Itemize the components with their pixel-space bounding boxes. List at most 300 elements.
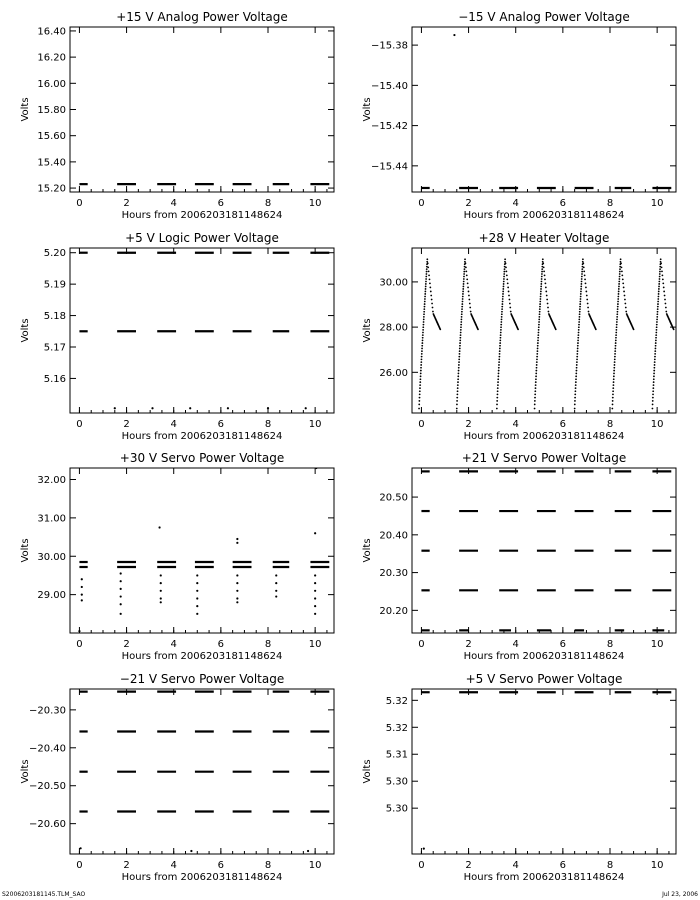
data-point — [456, 400, 458, 402]
x-axis-label: Hours from 2006203181148624 — [121, 651, 283, 662]
data-point — [502, 291, 504, 293]
data-point — [622, 278, 624, 280]
data-point — [654, 350, 656, 352]
data-point — [501, 308, 503, 310]
x-tick-label: 4 — [170, 860, 177, 871]
data-point — [462, 301, 464, 303]
data-point — [420, 370, 422, 372]
y-tick-label: 15.60 — [37, 131, 66, 143]
x-tick-label: 8 — [264, 639, 272, 650]
data-point — [498, 361, 500, 363]
data-point — [498, 367, 500, 369]
data-point — [459, 345, 461, 347]
data-point — [545, 287, 547, 289]
y-tick-label: 5.31 — [385, 749, 408, 761]
data-point — [540, 283, 542, 285]
data-point — [466, 278, 468, 280]
data-point — [275, 595, 277, 597]
data-point — [539, 313, 541, 315]
data-point — [465, 270, 467, 272]
data-point — [577, 334, 579, 336]
data-point — [509, 307, 511, 309]
data-point — [536, 361, 538, 363]
data-point — [535, 378, 537, 380]
y-tick-label: 20.50 — [379, 492, 408, 504]
data-point — [614, 353, 616, 355]
footer-date-label: Jul 23, 2006 — [662, 891, 698, 898]
data-point — [595, 328, 597, 330]
data-point — [580, 286, 582, 288]
data-point — [535, 384, 537, 386]
data-point — [505, 266, 507, 268]
data-point — [460, 326, 462, 328]
data-point — [578, 321, 580, 323]
data-point — [160, 574, 162, 576]
x-tick-label: 8 — [606, 198, 614, 209]
data-point — [659, 271, 661, 273]
data-point — [585, 291, 587, 293]
x-axis-label: Hours from 2006203181148624 — [463, 872, 625, 883]
data-point — [503, 283, 505, 285]
data-point — [578, 324, 580, 326]
data-point — [660, 258, 662, 260]
data-point — [581, 273, 583, 275]
data-point — [425, 281, 427, 283]
data-point — [633, 328, 635, 330]
data-point — [423, 321, 425, 323]
data-point — [625, 311, 627, 313]
data-point — [465, 262, 467, 264]
data-point — [425, 283, 427, 285]
data-point — [314, 613, 316, 615]
y-axis-label: Volts — [20, 759, 31, 784]
data-point — [500, 326, 502, 328]
data-point — [625, 307, 627, 309]
data-point — [459, 337, 461, 339]
plot-frame — [70, 468, 334, 633]
data-point — [427, 262, 429, 264]
data-point — [659, 273, 661, 275]
data-point — [496, 397, 498, 399]
x-tick-label: 2 — [465, 639, 472, 650]
data-point — [575, 381, 577, 383]
data-point — [315, 467, 317, 469]
data-point — [624, 303, 626, 305]
data-point — [422, 329, 424, 331]
plot-frame — [412, 248, 676, 413]
data-point — [540, 298, 542, 300]
data-point — [540, 293, 542, 295]
data-layer — [79, 692, 329, 852]
y-tick-label: −20.60 — [28, 819, 66, 831]
plot-frame — [70, 27, 334, 192]
data-point — [496, 404, 498, 406]
data-point — [582, 258, 584, 260]
x-tick-label: 6 — [217, 639, 225, 650]
y-tick-label: 5.30 — [385, 776, 408, 788]
plot-frame — [412, 27, 676, 192]
data-point — [613, 378, 615, 380]
data-point — [420, 373, 422, 375]
y-tick-label: 29.00 — [37, 590, 66, 602]
data-point — [653, 384, 655, 386]
data-point — [499, 350, 501, 352]
data-point — [547, 307, 549, 309]
data-point — [657, 308, 659, 310]
data-point — [664, 295, 666, 297]
data-point — [503, 286, 505, 288]
data-point — [653, 373, 655, 375]
data-point — [460, 329, 462, 331]
chart-panel-2 — [362, 10, 676, 221]
data-point — [477, 328, 479, 330]
data-point — [612, 387, 614, 389]
data-point — [428, 274, 430, 276]
x-tick-label: 2 — [123, 198, 130, 209]
x-tick-label: 10 — [650, 860, 664, 871]
data-point — [613, 381, 615, 383]
y-tick-label: 16.00 — [37, 78, 66, 90]
data-point — [458, 364, 460, 366]
data-point — [614, 361, 616, 363]
data-point — [158, 526, 160, 528]
data-point — [576, 353, 578, 355]
data-point — [503, 278, 505, 280]
data-point — [542, 261, 544, 263]
x-axis-label: Hours from 2006203181148624 — [463, 651, 625, 662]
data-point — [539, 311, 541, 313]
x-tick-label: 6 — [217, 198, 225, 209]
y-tick-label: 16.20 — [37, 52, 66, 64]
data-point — [462, 298, 464, 300]
data-point — [577, 348, 579, 350]
data-point — [460, 332, 462, 334]
data-point — [580, 283, 582, 285]
data-point — [500, 321, 502, 323]
data-point — [459, 348, 461, 350]
data-point — [620, 258, 622, 260]
data-point — [655, 348, 657, 350]
data-point — [502, 296, 504, 298]
x-tick-label: 8 — [264, 419, 272, 430]
data-point — [546, 299, 548, 301]
data-point — [576, 361, 578, 363]
data-point — [548, 311, 550, 313]
data-point — [535, 375, 537, 377]
data-point — [663, 291, 665, 293]
y-axis-label: Volts — [20, 97, 31, 122]
data-point — [423, 313, 425, 315]
data-point — [653, 367, 655, 369]
data-point — [587, 307, 589, 309]
data-point — [578, 332, 580, 334]
data-point — [540, 296, 542, 298]
data-point — [662, 283, 664, 285]
data-point — [120, 580, 122, 582]
data-point — [616, 321, 618, 323]
data-point — [458, 367, 460, 369]
data-point — [120, 588, 122, 590]
data-point — [540, 286, 542, 288]
data-point — [662, 278, 664, 280]
data-point — [498, 364, 500, 366]
data-layer — [79, 253, 329, 410]
data-point — [502, 303, 504, 305]
y-tick-label: 15.80 — [37, 105, 66, 116]
data-point — [196, 605, 198, 607]
data-point — [458, 356, 460, 358]
data-point — [423, 848, 425, 850]
data-point — [499, 348, 501, 350]
data-point — [506, 274, 508, 276]
data-point — [120, 603, 122, 605]
data-point — [500, 337, 502, 339]
data-point — [584, 274, 586, 276]
data-point — [659, 276, 661, 278]
x-tick-label: 4 — [512, 639, 519, 650]
x-tick-label: 8 — [606, 419, 614, 430]
data-point — [424, 303, 426, 305]
data-point — [612, 400, 614, 402]
chart-panel-4 — [362, 231, 676, 442]
data-point — [615, 332, 617, 334]
data-point — [236, 590, 238, 592]
data-point — [616, 324, 618, 326]
data-point — [660, 262, 662, 264]
data-point — [428, 270, 430, 272]
data-point — [613, 367, 615, 369]
data-point — [575, 375, 577, 377]
data-point — [624, 295, 626, 297]
data-point — [425, 288, 427, 290]
x-tick-label: 8 — [264, 198, 272, 209]
data-point — [544, 274, 546, 276]
data-point — [537, 345, 539, 347]
data-point — [500, 334, 502, 336]
data-point — [468, 299, 470, 301]
data-point — [555, 328, 557, 330]
data-point — [580, 291, 582, 293]
data-point — [538, 329, 540, 331]
data-point — [498, 358, 500, 360]
x-tick-label: 6 — [559, 639, 567, 650]
data-point — [503, 281, 505, 283]
data-point — [314, 590, 316, 592]
data-point — [461, 311, 463, 313]
data-point — [537, 337, 539, 339]
data-point — [575, 384, 577, 386]
data-point — [426, 261, 428, 263]
data-point — [431, 303, 433, 305]
x-tick-label: 6 — [559, 419, 567, 430]
data-point — [423, 308, 425, 310]
y-axis-label: Volts — [362, 97, 373, 122]
data-point — [507, 287, 509, 289]
data-point — [534, 400, 536, 402]
data-point — [547, 303, 549, 305]
data-point — [617, 311, 619, 313]
x-tick-label: 0 — [418, 860, 425, 871]
data-point — [426, 271, 428, 273]
data-point — [505, 262, 507, 264]
chart-panel-6 — [362, 451, 676, 662]
data-point — [621, 274, 623, 276]
data-point — [469, 307, 471, 309]
data-point — [456, 408, 458, 410]
data-point — [424, 293, 426, 295]
x-tick-label: 4 — [512, 860, 519, 871]
data-point — [503, 276, 505, 278]
data-point — [577, 345, 579, 347]
data-point — [498, 373, 500, 375]
data-point — [616, 329, 618, 331]
data-point — [419, 397, 421, 399]
data-point — [418, 408, 420, 410]
data-point — [588, 311, 590, 313]
data-point — [615, 337, 617, 339]
y-tick-label: 5.19 — [43, 279, 66, 291]
x-tick-label: 10 — [308, 198, 322, 209]
data-point — [576, 367, 578, 369]
data-point — [459, 353, 461, 355]
data-point — [504, 258, 506, 260]
data-point — [458, 361, 460, 363]
data-point — [615, 334, 617, 336]
data-point — [462, 296, 464, 298]
data-point — [460, 334, 462, 336]
data-point — [537, 348, 539, 350]
data-point — [430, 295, 432, 297]
data-point — [504, 268, 506, 270]
data-point — [534, 393, 536, 395]
data-point — [457, 381, 459, 383]
data-point — [501, 311, 503, 313]
data-point — [621, 270, 623, 272]
data-point — [498, 370, 500, 372]
data-point — [580, 298, 582, 300]
data-point — [305, 407, 307, 409]
data-point — [422, 340, 424, 342]
data-point — [542, 262, 544, 264]
data-point — [236, 574, 238, 576]
data-point — [612, 397, 614, 399]
data-point — [457, 384, 459, 386]
data-point — [581, 271, 583, 273]
data-point — [509, 303, 511, 305]
data-point — [622, 283, 624, 285]
data-point — [653, 381, 655, 383]
data-point — [502, 293, 504, 295]
y-tick-label: 15.40 — [37, 157, 66, 169]
data-point — [665, 311, 667, 313]
y-tick-label: 30.00 — [379, 277, 408, 289]
data-point — [535, 381, 537, 383]
data-point — [578, 326, 580, 328]
data-point — [314, 574, 316, 576]
data-point — [463, 276, 465, 278]
y-tick-label: 5.20 — [43, 248, 66, 260]
data-point — [616, 319, 618, 321]
y-tick-label: 20.40 — [379, 530, 408, 542]
data-point — [659, 278, 661, 280]
data-point — [655, 345, 657, 347]
data-point — [618, 291, 620, 293]
x-tick-label: 0 — [418, 419, 425, 430]
data-layer — [418, 258, 674, 409]
data-point — [236, 601, 238, 603]
data-point — [227, 407, 229, 409]
data-point — [470, 311, 472, 313]
x-tick-label: 6 — [559, 860, 567, 871]
data-point — [581, 268, 583, 270]
data-point — [660, 261, 662, 263]
data-point — [575, 373, 577, 375]
data-point — [419, 393, 421, 395]
data-point — [534, 408, 536, 410]
data-point — [500, 329, 502, 331]
data-point — [579, 301, 581, 303]
data-point — [467, 287, 469, 289]
data-point — [420, 364, 422, 366]
data-point — [655, 337, 657, 339]
data-point — [462, 291, 464, 293]
data-point — [574, 393, 576, 395]
data-point — [580, 296, 582, 298]
y-tick-label: −15.38 — [370, 40, 408, 52]
data-point — [538, 321, 540, 323]
data-point — [579, 311, 581, 313]
data-point — [500, 332, 502, 334]
data-point — [497, 393, 499, 395]
data-point — [654, 358, 656, 360]
x-tick-label: 4 — [512, 198, 519, 209]
y-tick-label: −15.42 — [370, 121, 408, 133]
data-point — [425, 276, 427, 278]
data-point — [541, 278, 543, 280]
data-point — [420, 361, 422, 363]
y-axis-label: Volts — [362, 759, 373, 784]
data-point — [621, 266, 623, 268]
data-point — [497, 390, 499, 392]
data-point — [503, 271, 505, 273]
x-tick-label: 6 — [217, 419, 225, 430]
data-point — [190, 850, 192, 852]
data-point — [427, 266, 429, 268]
data-point — [611, 408, 613, 410]
data-point — [426, 273, 428, 275]
data-point — [654, 361, 656, 363]
data-point — [504, 261, 506, 263]
data-point — [536, 356, 538, 358]
x-axis-label: Hours from 2006203181148624 — [121, 431, 283, 442]
data-point — [418, 400, 420, 402]
data-point — [579, 308, 581, 310]
data-point — [314, 582, 316, 584]
chart-panel-1 — [20, 10, 334, 221]
data-point — [456, 404, 458, 406]
data-layer — [421, 692, 671, 849]
data-point — [615, 342, 617, 344]
data-point — [196, 597, 198, 599]
data-point — [534, 404, 536, 406]
data-point — [460, 324, 462, 326]
data-point — [658, 281, 660, 283]
data-point — [673, 328, 675, 330]
data-point — [461, 306, 463, 308]
data-point — [459, 350, 461, 352]
data-point — [507, 283, 509, 285]
data-point — [585, 287, 587, 289]
